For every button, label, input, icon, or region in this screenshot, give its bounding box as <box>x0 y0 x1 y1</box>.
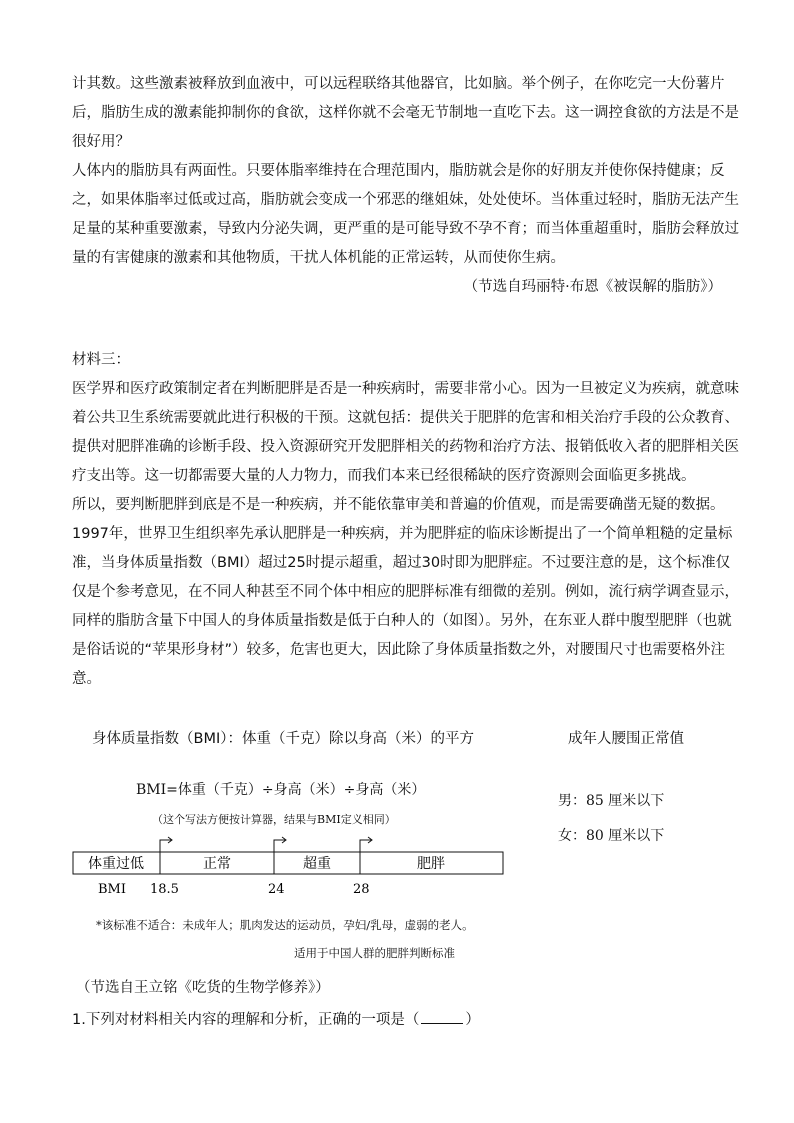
answer-blank[interactable] <box>421 1009 463 1024</box>
threshold-label: 24 <box>268 882 285 897</box>
threshold-label: 18.5 <box>150 882 179 897</box>
segment-normal: 正常 <box>203 856 231 872</box>
text-line: 仅是个参考意见，在不同人种甚至不同个体中相应的肥胖标准有细微的差别。例如，流行病学调查显示， <box>72 584 739 600</box>
waist-female: 女：80 厘米以下 <box>558 828 665 844</box>
text-line: 提供对肥胖准确的诊断手段、投入资源研究开发肥胖相关的药物和治疗方法、报销低收入者的肥胖相关医 <box>72 439 739 455</box>
question-close: ） <box>465 1012 480 1028</box>
bmi-scale-diagram <box>60 832 520 902</box>
bmi-formula: BMI=体重（千克）÷身高（米）÷身高（米） <box>136 782 426 798</box>
text-line: 准，当身体质量指数（BMI）超过25时提示超重，超过30时即为肥胖症。不过要注意的是，这个标准仅 <box>72 555 731 571</box>
text-line: 同样的脂肪含量下中国人的身体质量指数是低于白种人的（如图）。另外，在东亚人群中腹型肥胖（也就 <box>72 613 732 629</box>
figure-caption: 适用于中国人群的肥胖判断标准 <box>294 946 455 960</box>
bmi-axis-label: BMI <box>98 882 126 897</box>
segment-overweight: 超重 <box>303 856 331 872</box>
question-1 <box>72 1008 480 1029</box>
text-line: 足量的某种重要激素，导致内分泌失调，更严重的是可能导致不孕不育；而当体重超重时，脂肪会释放过 <box>72 221 739 237</box>
bmi-definition-title: 身体质量指数（BMI）：体重（千克）除以身高（米）的平方 <box>92 731 474 747</box>
text-line: 人体内的脂肪具有两面性。只要体脂率维持在合理范围内，脂肪就会是你的好朋友并使你保持健康；反 <box>72 163 725 179</box>
text-line: 所以，要判断肥胖到底是不是一种疾病，并不能依靠审美和普遍的价值观，而是需要确凿无疑的数据。 <box>72 497 725 513</box>
threshold-arrow <box>360 837 372 852</box>
waist-title: 成年人腰围正常值 <box>568 731 684 747</box>
text-line: 计其数。这些激素被释放到血液中，可以远程联络其他器官，比如脑。举个例子，在你吃完一大份薯片 <box>72 76 725 92</box>
source-citation: （节选自玛丽特·布恩《被误解的脂肪》） <box>463 279 722 295</box>
text-line: 后，脂肪生成的激素能抑制你的食欲，这样你就不会毫无节制地一直吃下去。这一调控食欲的方法是不是 <box>72 105 739 121</box>
waist-male: 男：85 厘米以下 <box>558 793 665 809</box>
section-heading: 材料三： <box>72 352 130 368</box>
source-citation: （节选自王立铭《吃货的生物学修养》） <box>76 980 330 996</box>
text-line: 着公共卫生系统需要就此进行积极的干预。这就包括：提供关于肥胖的危害和相关治疗手段的公众教育、 <box>72 410 739 426</box>
material3-text <box>72 346 739 694</box>
text-line: 意。 <box>72 671 101 687</box>
segment-obese: 肥胖 <box>417 856 445 872</box>
text-line: 是俗话说的“苹果形身材”）较多，危害也更大，因此除了身体质量指数之外，对腰围尺寸也需要格外注 <box>72 642 726 658</box>
text-line: 很好用？ <box>72 134 130 150</box>
text-line: 疗支出等。这一切都需要大量的人力物力，而我们本来已经很稀缺的医疗资源则会面临更多挑战。 <box>72 468 696 484</box>
threshold-label: 28 <box>353 882 370 897</box>
text-line: 1997年，世界卫生组织率先承认肥胖是一种疾病，并为肥胖症的临床诊断提出了一个简单粗糙的定量标 <box>72 526 733 542</box>
threshold-arrow <box>274 837 286 852</box>
threshold-arrow <box>160 837 172 852</box>
segment-underweight: 体重过低 <box>88 856 144 872</box>
bmi-footnote: *该标准不适合：未成年人；肌肉发达的运动员，孕妇/乳母，虚弱的老人。 <box>96 918 474 932</box>
text-line: 医学界和医疗政策制定者在判断肥胖是否是一种疾病时，需要非常小心。因为一旦被定义为疾病，就意味 <box>72 381 739 397</box>
material2-text <box>72 70 739 302</box>
bmi-formula-note: （这个写法方便按计算器，结果与BMI定义相同） <box>152 813 396 826</box>
text-line: 之，如果体脂率过低或过高，脂肪就会变成一个邪恶的继姐妹，处处使坏。当体重过轻时，脂肪无法产生 <box>72 192 739 208</box>
question-text: 1.下列对材料相关内容的理解和分析，正确的一项是（ <box>72 1012 420 1028</box>
text-line: 量的有害健康的激素和其他物质，干扰人体机能的正常运转，从而使你生病。 <box>72 250 565 266</box>
